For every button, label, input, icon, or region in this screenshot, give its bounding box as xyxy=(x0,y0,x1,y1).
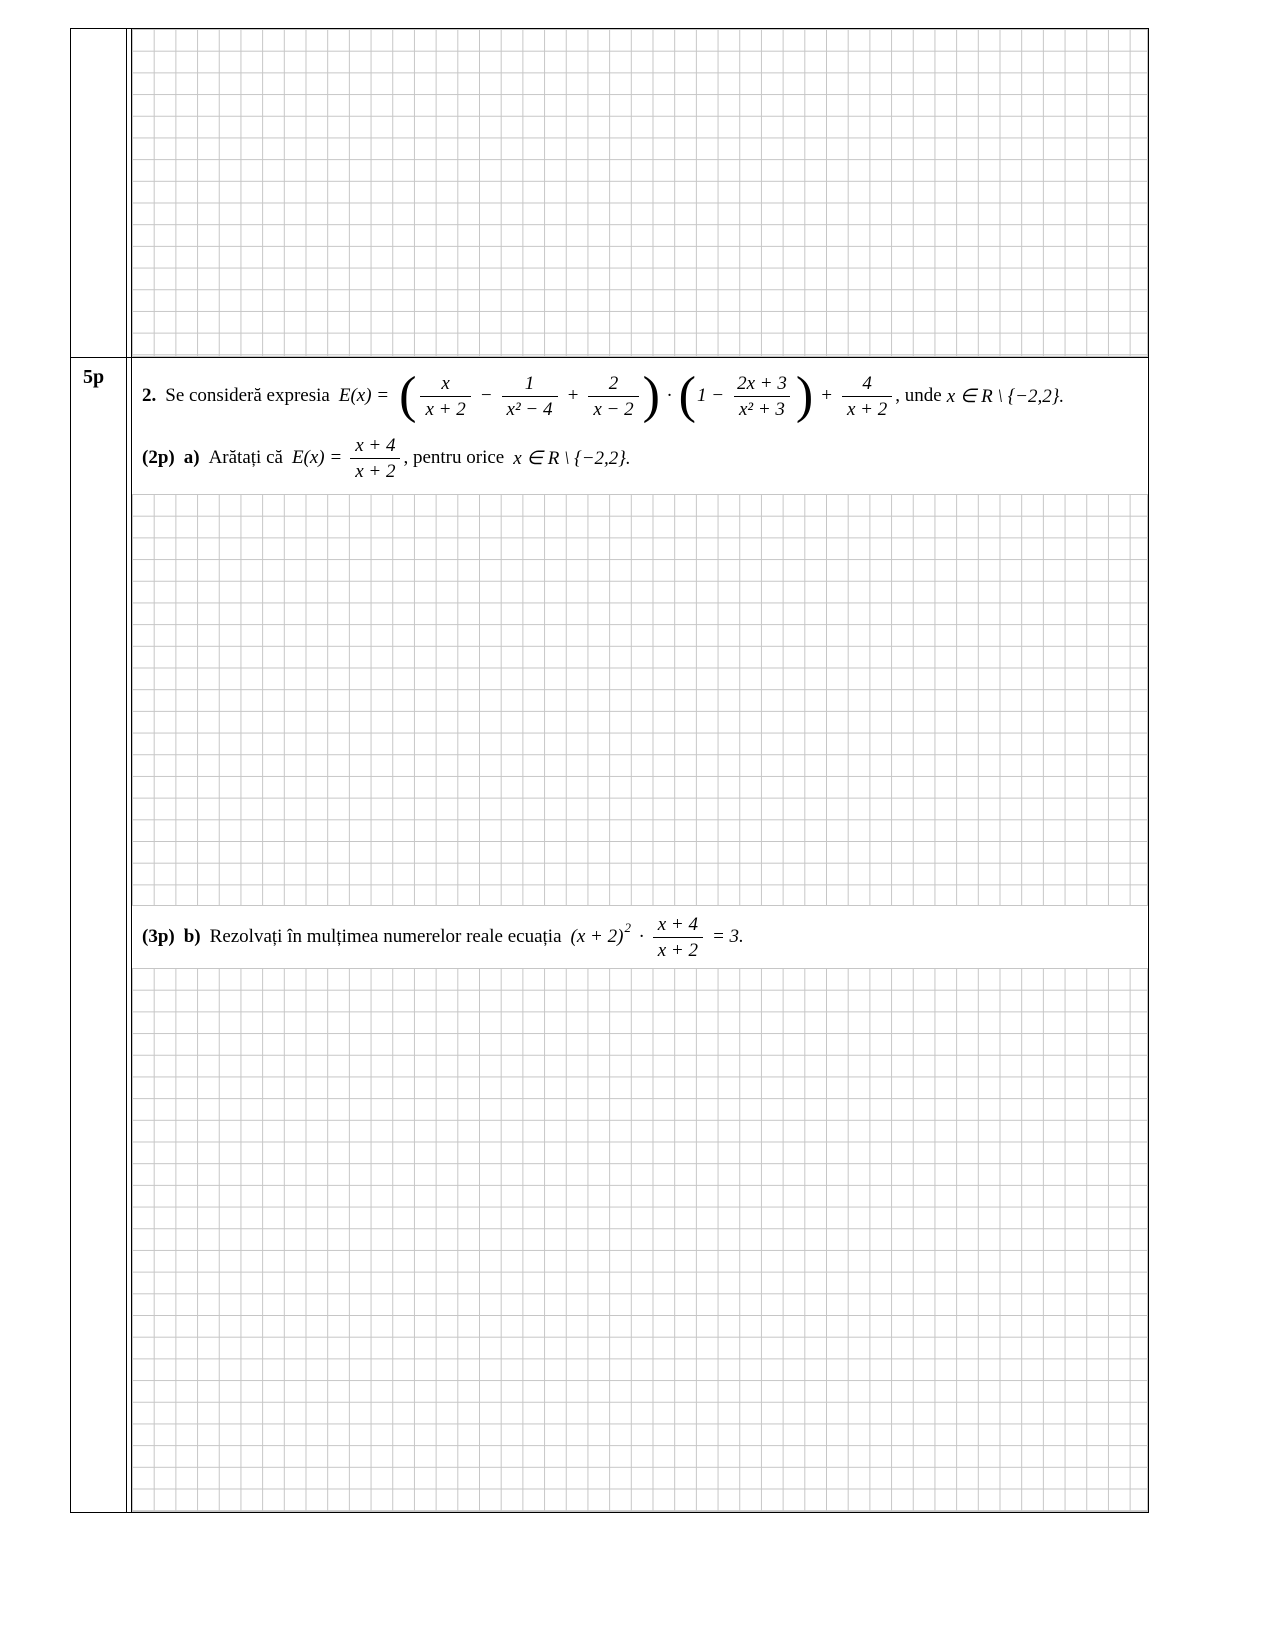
one-minus-term: 1 − xyxy=(697,385,725,406)
part-a-text-after: , pentru orice xyxy=(403,447,505,468)
open-paren: ( xyxy=(678,367,696,424)
plus-operator: + xyxy=(820,385,833,406)
fraction-numerator: x + 4 xyxy=(355,434,396,456)
fraction-equation xyxy=(653,913,703,962)
fraction-numerator: 4 xyxy=(862,372,872,394)
fraction-numerator: 2x + 3 xyxy=(737,372,787,394)
expression-lhs: E(x) = xyxy=(338,385,390,406)
close-paren: ) xyxy=(795,367,814,424)
fraction-denominator: x + 2 xyxy=(420,396,470,421)
fraction-denominator: x − 2 xyxy=(588,396,638,421)
fraction-denominator: x² + 3 xyxy=(734,396,790,421)
problem-number: 2. xyxy=(142,385,157,406)
problem-2-statement xyxy=(132,362,1148,430)
part-a-label: a) xyxy=(183,447,200,468)
previous-answer-cell xyxy=(132,29,1148,357)
part-b-statement xyxy=(132,906,1148,968)
dot-operator: · xyxy=(638,926,644,947)
fraction-numerator: 2 xyxy=(608,372,619,394)
fraction-4 xyxy=(732,372,792,421)
fraction-denominator: x + 2 xyxy=(653,937,703,962)
fraction-numerator: x xyxy=(441,372,450,394)
answer-grid-top xyxy=(132,29,1148,357)
points-cell-empty xyxy=(71,29,127,357)
plus-operator: + xyxy=(566,385,580,406)
expression-lhs: E(x) = xyxy=(291,447,343,468)
close-paren: ) xyxy=(642,367,660,424)
part-a-points: (2p) xyxy=(142,447,175,468)
equation-base: (x + 2) xyxy=(570,926,624,947)
fraction-2 xyxy=(502,372,558,421)
problem-2-cell xyxy=(132,358,1148,1512)
fraction-denominator: x + 2 xyxy=(350,458,400,483)
points-label: 5p xyxy=(83,366,105,388)
domain-condition: x ∈ R \ {−2,2}. xyxy=(513,447,631,469)
fraction-numerator: x + 4 xyxy=(657,913,698,935)
minus-operator: − xyxy=(479,385,493,406)
problem-intro: Se consideră expresia xyxy=(165,385,330,406)
fraction-3 xyxy=(588,372,638,421)
part-a-text: Arătați că xyxy=(208,447,283,468)
equation-rhs: = 3. xyxy=(711,926,744,947)
fraction-result xyxy=(350,434,400,483)
fraction-1 xyxy=(420,372,470,421)
problem-2-row xyxy=(71,358,1148,1512)
tail-text: , unde xyxy=(895,385,942,406)
dot-operator: · xyxy=(666,385,672,406)
fraction-denominator: x + 2 xyxy=(842,396,892,421)
answer-grid-b xyxy=(132,968,1148,1512)
points-cell xyxy=(71,358,127,1512)
equation-exponent: 2 xyxy=(624,920,631,935)
part-b-label: b) xyxy=(183,926,201,947)
answer-table xyxy=(70,28,1149,1513)
part-b-text: Rezolvați în mulțimea numerelor reale ecuația xyxy=(209,926,562,947)
part-a-statement xyxy=(132,430,1148,486)
fraction-5 xyxy=(842,372,892,421)
fraction-numerator: 1 xyxy=(524,372,535,394)
domain-condition: x ∈ R \ {−2,2}. xyxy=(946,385,1065,407)
part-b-points: (3p) xyxy=(142,926,175,947)
open-paren: ( xyxy=(399,367,417,424)
fraction-denominator: x² − 4 xyxy=(502,396,558,421)
previous-answer-row xyxy=(71,29,1148,358)
answer-grid-a xyxy=(132,494,1148,906)
